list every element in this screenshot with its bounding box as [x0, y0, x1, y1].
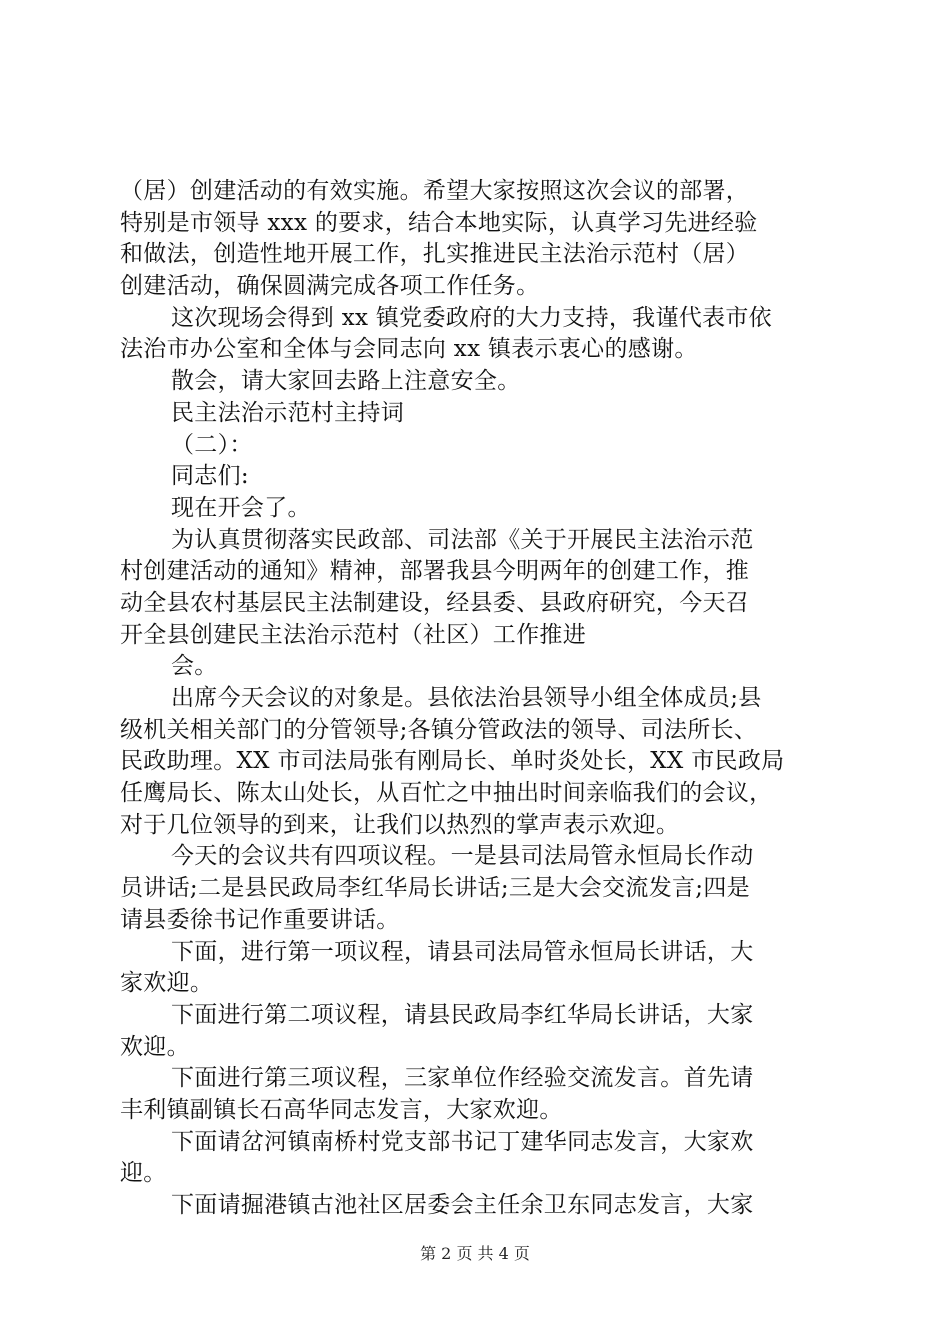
text-line: （二）：	[171, 431, 253, 458]
text-line: 为认真贯彻落实民政部、司法部《关于开展民主法治示范	[171, 526, 754, 553]
text-line: 同志们:	[171, 463, 249, 490]
text-line: 现在开会了。	[171, 494, 311, 521]
text-line: 动全县农村基层民主法制建设，经县委、县政府研究，今天召	[120, 589, 750, 616]
text-line: 这次现场会得到 xx 镇党委政府的大力支持，我谨代表市依	[171, 304, 772, 331]
text-line: 下面请掘港镇古池社区居委会主任余卫东同志发言，大家	[171, 1192, 754, 1218]
text-line: 和做法，创造性地开展工作，扎实推进民主法治示范村（居）	[120, 241, 750, 268]
text-line: 请县委徐书记作重要讲话。	[120, 906, 400, 933]
text-line: 开全县创建民主法治示范村（社区）工作推进	[120, 621, 586, 648]
text-line: （居）创建活动的有效实施。希望大家按照这次会议的部署，	[120, 178, 750, 204]
text-line: 下面进行第二项议程，请县民政局李红华局长讲话，大家	[171, 1001, 754, 1028]
text-line: 今天的会议共有四项议程。一是县司法局管永恒局长作动	[171, 843, 754, 870]
text-line: 对于几位领导的到来，让我们以热烈的掌声表示欢迎。	[120, 811, 680, 838]
text-line: 任鹰局长、陈太山处长，从百忙之中抽出时间亲临我们的会议，	[120, 780, 773, 807]
text-line: 村创建活动的通知》精神，部署我县今明两年的创建工作，推	[120, 558, 750, 585]
text-line: 级机关相关部门的分管领导;各镇分管政法的领导、司法所长、	[120, 716, 758, 743]
text-line: 员讲话;二是县民政局李红华局长讲话;三是大会交流发言;四是	[120, 875, 750, 902]
text-line: 迎。	[120, 1160, 167, 1187]
text-line: 欢迎。	[120, 1033, 190, 1060]
text-line: 下面进行第三项议程，三家单位作经验交流发言。首先请	[171, 1065, 754, 1092]
text-line: 特别是市领导 xxx 的要求，结合本地实际，认真学习先进经验	[120, 209, 758, 236]
text-line: 民主法治示范村主持词	[171, 399, 404, 426]
text-line: 丰利镇副镇长石高华同志发言，大家欢迎。	[120, 1096, 563, 1123]
text-line: 出席今天会议的对象是。县依法治县领导小组全体成员;县	[171, 685, 762, 711]
text-line: 家欢迎。	[120, 970, 214, 997]
page-footer: 第 2 页 共 4 页	[420, 1244, 530, 1263]
text-line: 下面，进行第一项议程，请县司法局管永恒局长讲话，大	[171, 938, 754, 965]
text-line: 散会，请大家回去路上注意安全。	[171, 368, 521, 395]
text-line: 会。	[171, 653, 218, 680]
text-line: 创建活动，确保圆满完成各项工作任务。	[120, 273, 540, 300]
text-line: 法治市办公室和全体与会同志向 xx 镇表示衷心的感谢。	[120, 336, 698, 363]
document-body	[120, 176, 840, 1222]
text-line: 民政助理。XX 市司法局张有刚局长、单时炎处长，XX 市民政局	[120, 748, 785, 775]
text-line: 下面请岔河镇南桥村党支部书记丁建华同志发言，大家欢	[171, 1128, 754, 1155]
